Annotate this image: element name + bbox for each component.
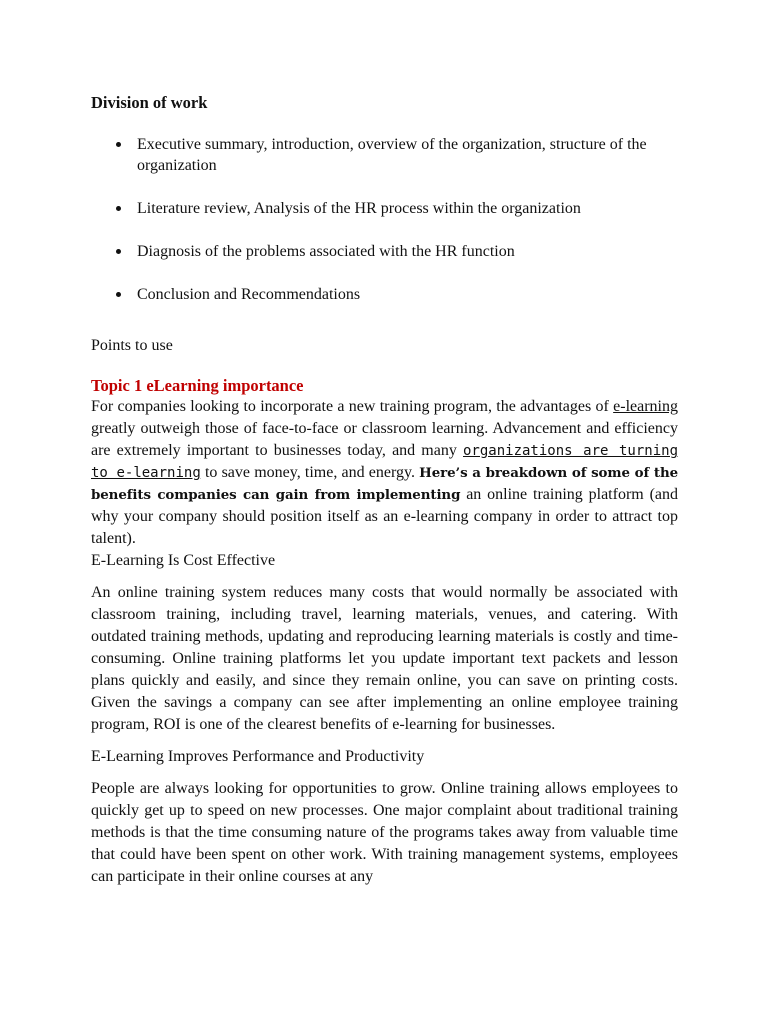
bullet-icon xyxy=(116,249,121,254)
topic-heading: Topic 1 eLearning importance xyxy=(91,376,304,395)
bullet-icon xyxy=(116,142,121,147)
intro-text-3: to save money, time, and energy. xyxy=(200,464,420,481)
performance-title: E-Learning Improves Performance and Productivity xyxy=(91,748,425,765)
list-item xyxy=(91,198,678,219)
bullet-list xyxy=(91,134,678,305)
list-item-text: Diagnosis of the problems associated with the HR function xyxy=(137,243,515,260)
points-label: Points to use xyxy=(91,337,173,354)
bullet-icon xyxy=(116,292,121,297)
list-item-text: Conclusion and Recommendations xyxy=(137,286,361,303)
list-item-text: Literature review, Analysis of the HR process within the organization xyxy=(137,200,581,217)
performance-paragraph: People are always looking for opportunities to grow. Online training allows employees to quickly get up to speed on new processes. One major complaint about traditional training methods is that the time consuming nature of the programs takes away from valuable time that could have been spent on other work. With training management systems, employees can participate in their online courses at any xyxy=(91,780,678,885)
bullet-icon xyxy=(116,206,121,211)
cost-effective-title: E-Learning Is Cost Effective xyxy=(91,552,276,569)
intro-paragraph xyxy=(91,396,678,550)
list-item xyxy=(91,284,678,305)
e-learning-link[interactable]: e-learning xyxy=(613,398,678,415)
organizations-link[interactable]: organizations are turning to e-learning xyxy=(91,443,678,481)
list-item xyxy=(91,241,678,262)
cost-effective-paragraph: An online training system reduces many costs that would normally be associated with classroom training, including travel, learning materials, venues, and catering. With outdated training methods, updating and reproducing learning materials is costly and time-consuming. Online training platforms let you update important text packets and lesson plans quickly and easily, and since they remain online, you can save on printing costs. Given the savings a company can see after implementing an online employee training program, ROI is one of the clearest benefits of e-learning for businesses. xyxy=(91,584,678,733)
intro-strong-text: Here’s a breakdown of some of the benefits companies can gain from implementing xyxy=(91,465,678,503)
intro-text-4: an online training platform (and why your company should position itself as an e-learning company in order to attract top talent). xyxy=(91,486,679,547)
list-item-text: Executive summary, introduction, overview of the organization, structure of the organization xyxy=(137,136,647,174)
intro-text-1: For companies looking to incorporate a new training program, the advantages of xyxy=(91,398,614,415)
intro-text-2: greatly outweigh those of face-to-face or classroom learning. Advancement and efficiency are extremely important to businesses today, and many xyxy=(91,420,678,459)
section-heading: Division of work xyxy=(91,93,208,112)
list-item xyxy=(91,134,678,176)
